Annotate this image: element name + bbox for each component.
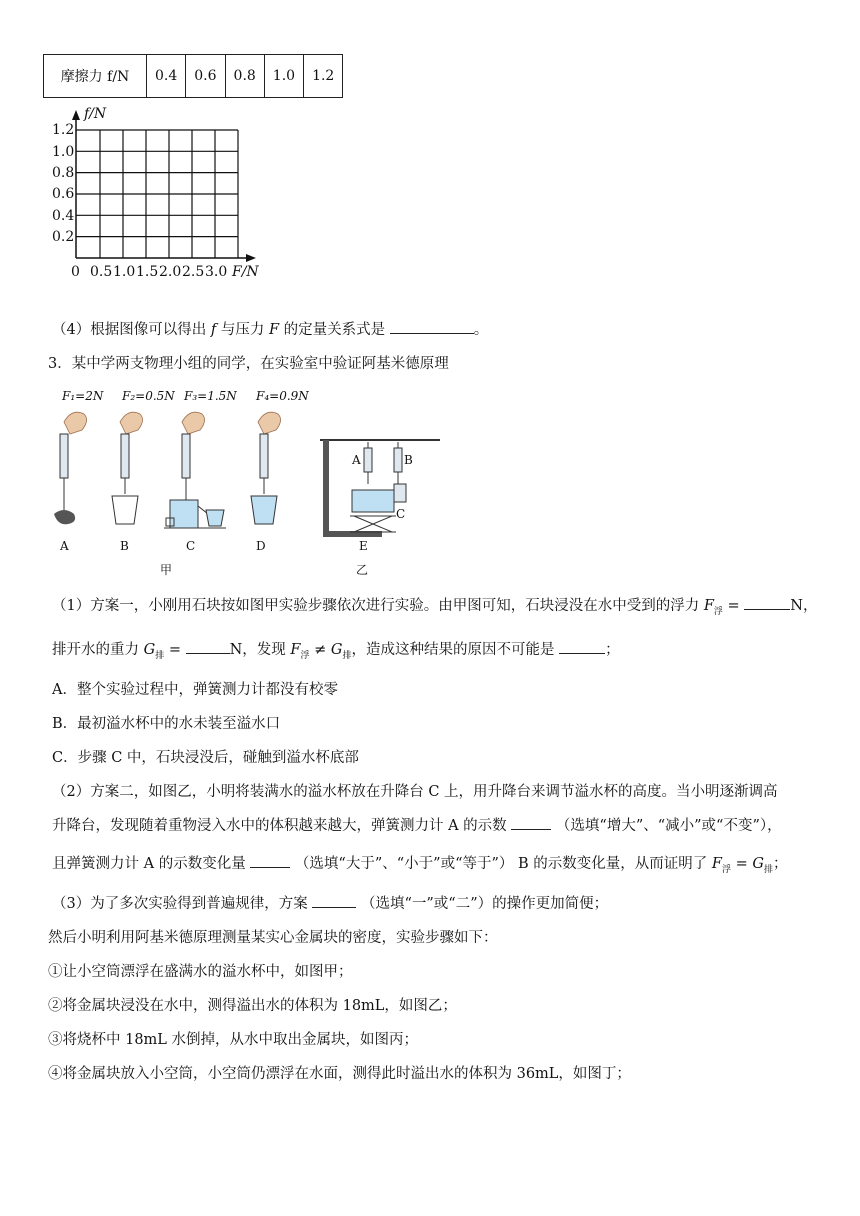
table-cell: 1.2 xyxy=(304,55,343,98)
step-label: D xyxy=(256,539,266,553)
table-cell: 1.0 xyxy=(264,55,303,98)
answer-blank[interactable] xyxy=(390,333,474,334)
table-row xyxy=(44,55,343,98)
step-2: ②将金属块浸没在水中，测得溢出水的体积为 18mL，如图乙； xyxy=(48,998,457,1014)
force-label: F₃=1.5N xyxy=(184,389,237,403)
step-3: ③将烧杯中 18mL 水倒掉，从水中取出金属块，如图丙； xyxy=(48,1032,419,1048)
part-2-line-1: （2）方案二，如图乙，小明将装满水的溢水杯放在升降台 C 上，用升降台来调节溢水杯的高度。当小明逐渐调高 xyxy=(52,784,778,800)
part-1-line-1: （1）方案一，小刚用石块按如图甲实验步骤依次进行实验。由甲图可知，石块浸没在水中受到的浮力 $F_浮 = N$， xyxy=(52,598,818,617)
x-tick: 1.5 xyxy=(136,264,159,280)
answer-blank[interactable] xyxy=(511,829,551,830)
experiment-figure xyxy=(50,384,440,580)
table-cell: 0.4 xyxy=(147,55,186,98)
caption-jia: 甲 xyxy=(160,563,173,577)
table-cell: 0.6 xyxy=(186,55,225,98)
y-tick: 1.0 xyxy=(52,144,75,160)
stone-icon xyxy=(54,510,75,524)
part-1-line-2: 排开水的重力 $G_排 = N$，发现 $F_浮 \ne G_排$，造成这种结果的原因不可能是 ； xyxy=(52,642,620,661)
y-tick: 0.2 xyxy=(52,229,75,245)
option-a: A．整个实验过程中，弹簧测力计都没有校零 xyxy=(52,682,338,698)
e-label: B xyxy=(404,453,413,467)
part-2-line-3: 且弹簧测力计 A 的示数变化量 （选填“大于”、“小于”或“等于”） B 的示数变化量，从而证明了 $F_浮 = G_排$； xyxy=(52,856,788,875)
x-axis-label: F/N xyxy=(232,264,259,280)
step-label: E xyxy=(359,539,368,553)
y-tick: 0.4 xyxy=(52,208,75,224)
table-header-cell: 摩擦力 f/N xyxy=(44,55,147,98)
answer-blank[interactable] xyxy=(559,653,605,654)
step-label: A xyxy=(60,539,69,553)
question-4: （4）根据图像可以得出 f 与压力 F 的定量关系式是 。 xyxy=(52,322,489,338)
answer-blank[interactable] xyxy=(744,609,790,610)
table-cell: 0.8 xyxy=(225,55,264,98)
x-tick: 0.5 xyxy=(90,264,113,280)
origin-label: 0 xyxy=(71,264,80,280)
x-tick: 2.0 xyxy=(159,264,182,280)
step-label: B xyxy=(120,539,129,553)
force-label: F₄=0.9N xyxy=(256,389,309,403)
answer-blank[interactable] xyxy=(186,653,230,654)
x-tick: 2.5 xyxy=(182,264,205,280)
step-label: C xyxy=(186,539,196,553)
y-tick: 0.6 xyxy=(52,186,75,202)
part-2-line-2: 升降台，发现随着重物浸入水中的体积越来越大，弹簧测力计 A 的示数 （选填“增大”、“减小”或“不变”）， xyxy=(52,818,782,834)
e-label: A xyxy=(352,453,361,467)
steps-intro: 然后小明利用阿基米德原理测量某实心金属块的密度，实验步骤如下： xyxy=(48,930,498,946)
x-tick: 3.0 xyxy=(205,264,228,280)
x-tick: 1.0 xyxy=(113,264,136,280)
y-axis-label: f/N xyxy=(84,106,107,122)
caption-yi: 乙 xyxy=(356,563,369,577)
e-label: C xyxy=(396,507,406,521)
question-3-title: 3．某中学两支物理小组的同学，在实验室中验证阿基米德原理 xyxy=(48,356,449,372)
answer-blank[interactable] xyxy=(312,907,356,908)
option-b: B．最初溢水杯中的水未装至溢水口 xyxy=(52,716,281,732)
beaker-icon xyxy=(206,510,224,526)
step-1: ①让小空筒漂浮在盛满水的溢水杯中，如图甲； xyxy=(48,964,353,980)
bucket-icon xyxy=(112,496,138,524)
step-4: ④将金属块放入小空筒，小空筒仍漂浮在水面，测得此时溢出水的体积为 36mL，如图丁； xyxy=(48,1066,631,1082)
blank-graph xyxy=(40,100,280,280)
force-label: F₂=0.5N xyxy=(122,389,175,403)
part-3: （3）为了多次实验得到普遍规律，方案 （选填“一”或“二”）的操作更加简便； xyxy=(52,896,609,912)
force-label: F₁=2N xyxy=(62,389,104,403)
friction-table xyxy=(43,54,343,98)
bucket-icon xyxy=(251,496,277,524)
y-tick: 0.8 xyxy=(52,165,75,181)
answer-blank[interactable] xyxy=(250,867,290,868)
option-c: C．步骤 C 中，石块浸没后，碰触到溢水杯底部 xyxy=(52,750,359,766)
y-tick: 1.2 xyxy=(52,122,75,138)
